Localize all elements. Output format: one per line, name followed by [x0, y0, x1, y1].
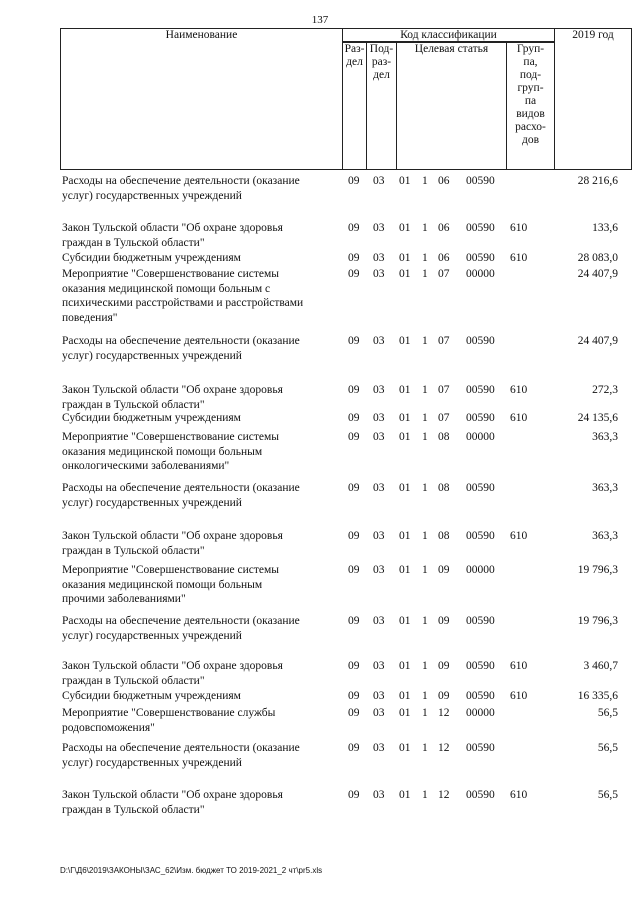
row-code-a: 01	[399, 268, 411, 280]
row-name-line: граждан в Тульской области"	[62, 544, 205, 557]
row-name-line: граждан в Тульской области"	[62, 674, 205, 687]
row-name-line: Субсидии бюджетным учреждениям	[62, 412, 241, 424]
row-code-pr: 03	[373, 530, 385, 542]
row-name-line: Закон Тульской области "Об охране здоровья	[62, 222, 283, 234]
row-code-c: 09	[438, 615, 450, 627]
row-code-c: 09	[438, 660, 450, 672]
row-code-g: 610	[510, 530, 528, 542]
row-code-r: 09	[348, 742, 360, 754]
row-name-line: услуг) государственных учреждений	[62, 756, 242, 769]
row-code-r: 09	[348, 615, 360, 627]
row-name-line: Закон Тульской области "Об охране здоровья	[62, 660, 283, 672]
row-code-c: 08	[438, 530, 450, 542]
row-code-c: 08	[438, 482, 450, 494]
row-code-d: 00000	[466, 707, 495, 719]
row-name-line: Расходы на обеспечение деятельности (оказание	[62, 742, 300, 754]
row-code-r: 09	[348, 660, 360, 672]
row-code-r: 09	[348, 412, 360, 424]
row-name-line: поведения"	[62, 311, 118, 324]
header-podrazdel-line: раз-	[371, 56, 392, 68]
row-code-d: 00590	[466, 412, 495, 424]
row-name	[62, 563, 340, 607]
row-amount: 28 216,6	[577, 175, 618, 187]
row-code-b: 1	[422, 384, 428, 396]
row-amount: 28 083,0	[577, 252, 618, 264]
row-name-line: Расходы на обеспечение деятельности (оказание	[62, 615, 300, 627]
row-code-g: 610	[510, 412, 528, 424]
row-name-line: Мероприятие "Совершенствование системы	[62, 431, 280, 443]
row-name	[62, 706, 340, 735]
row-name	[62, 481, 340, 510]
row-code-d: 00590	[466, 742, 495, 754]
row-code-g: 610	[510, 222, 528, 234]
row-amount: 363,3	[592, 482, 618, 494]
row-code-a: 01	[399, 564, 411, 576]
row-code-c: 09	[438, 690, 450, 702]
row-amount: 24 407,9	[577, 268, 618, 280]
header-group-line: груп-	[517, 82, 544, 94]
row-name	[62, 267, 340, 325]
row-code-a: 01	[399, 384, 411, 396]
row-name-line: граждан в Тульской области"	[62, 803, 205, 816]
row-code-d: 00590	[466, 530, 495, 542]
row-code-pr: 03	[373, 252, 385, 264]
row-amount: 56,5	[597, 742, 618, 754]
row-code-pr: 03	[373, 268, 385, 280]
row-code-pr: 03	[373, 564, 385, 576]
row-code-b: 1	[422, 335, 428, 347]
row-code-pr: 03	[373, 335, 385, 347]
row-code-pr: 03	[373, 431, 385, 443]
header-group-line: расхо-	[515, 121, 546, 133]
header-podrazdel	[366, 42, 396, 170]
row-amount: 24 407,9	[577, 335, 618, 347]
row-name-line: Мероприятие "Совершенствование системы	[62, 564, 280, 576]
row-code-r: 09	[348, 482, 360, 494]
header-target-text: Целевая статья	[414, 43, 489, 55]
file-path-footer: D:\Г\Д6\2019\ЗАКОНЫ\ЗАС_62\Изм. бюджет ТО 2019-2021_2 чт\pr5.xls	[60, 866, 323, 875]
row-code-d: 00000	[466, 431, 495, 443]
header-group-line: видов	[516, 108, 545, 120]
row-name-line: психическими расстройствами и расстройствами	[62, 297, 304, 309]
row-code-r: 09	[348, 268, 360, 280]
row-code-c: 07	[438, 268, 450, 280]
row-code-c: 06	[438, 252, 450, 264]
row-amount: 363,3	[592, 431, 618, 443]
header-name-text: Наименование	[165, 29, 238, 41]
row-code-a: 01	[399, 412, 411, 424]
row-code-r: 09	[348, 707, 360, 719]
row-name-line: Расходы на обеспечение деятельности (оказание	[62, 482, 300, 494]
row-code-pr: 03	[373, 742, 385, 754]
row-code-b: 1	[422, 690, 428, 702]
row-code-g: 610	[510, 252, 528, 264]
row-name-line: Расходы на обеспечение деятельности (оказание	[62, 175, 300, 187]
row-code-c: 07	[438, 335, 450, 347]
row-code-r: 09	[348, 431, 360, 443]
row-code-r: 09	[348, 335, 360, 347]
header-group-line: па,	[523, 56, 538, 68]
header-podrazdel-line: Под-	[369, 43, 394, 55]
row-amount: 3 460,7	[583, 660, 618, 672]
row-amount: 56,5	[597, 707, 618, 719]
row-code-d: 00590	[466, 252, 495, 264]
row-code-r: 09	[348, 222, 360, 234]
row-code-b: 1	[422, 222, 428, 234]
row-code-a: 01	[399, 530, 411, 542]
row-name	[62, 221, 340, 250]
header-year	[554, 28, 632, 170]
row-code-r: 09	[348, 175, 360, 187]
row-amount: 24 135,6	[577, 412, 618, 424]
header-classification: Код классификации	[342, 28, 554, 42]
row-name-line: Закон Тульской области "Об охране здоровья	[62, 530, 283, 542]
row-code-d: 00000	[466, 564, 495, 576]
row-code-c: 06	[438, 222, 450, 234]
row-code-b: 1	[422, 268, 428, 280]
row-code-a: 01	[399, 742, 411, 754]
row-name-line: Субсидии бюджетным учреждениям	[62, 690, 241, 702]
row-name-line: оказания медицинской помощи больным	[62, 578, 263, 591]
row-code-pr: 03	[373, 707, 385, 719]
row-name	[62, 741, 340, 770]
row-code-a: 01	[399, 222, 411, 234]
row-name-line: Закон Тульской области "Об охране здоровья	[62, 384, 283, 396]
row-name	[62, 689, 340, 704]
header-razdel-line: Раз-	[344, 43, 365, 55]
row-code-r: 09	[348, 564, 360, 576]
row-name-line: услуг) государственных учреждений	[62, 189, 242, 202]
row-code-b: 1	[422, 252, 428, 264]
row-name	[62, 383, 340, 412]
row-amount: 56,5	[597, 789, 618, 801]
row-name-line: услуг) государственных учреждений	[62, 629, 242, 642]
row-amount: 272,3	[592, 384, 618, 396]
row-code-a: 01	[399, 252, 411, 264]
row-code-g: 610	[510, 660, 528, 672]
row-name-line: Расходы на обеспечение деятельности (оказание	[62, 335, 300, 347]
row-amount: 19 796,3	[577, 564, 618, 576]
header-group-line: па	[524, 95, 537, 107]
table-header	[60, 28, 632, 170]
row-code-d: 00590	[466, 482, 495, 494]
row-name	[62, 529, 340, 558]
row-code-d: 00590	[466, 384, 495, 396]
row-code-g: 610	[510, 384, 528, 396]
row-name-line: граждан в Тульской области"	[62, 236, 205, 249]
page-number: 137	[311, 14, 329, 26]
row-code-pr: 03	[373, 690, 385, 702]
row-name	[62, 334, 340, 363]
row-name	[62, 174, 340, 203]
header-group-line: под-	[519, 69, 542, 81]
row-code-r: 09	[348, 789, 360, 801]
row-code-a: 01	[399, 482, 411, 494]
row-name-line: онкологическими заболеваниями"	[62, 460, 230, 472]
row-code-b: 1	[422, 615, 428, 627]
row-code-b: 1	[422, 564, 428, 576]
row-name-line: оказания медицинской помощи больным с	[62, 282, 271, 295]
row-code-c: 12	[438, 707, 450, 719]
row-code-d: 00590	[466, 175, 495, 187]
row-code-pr: 03	[373, 412, 385, 424]
row-amount: 133,6	[592, 222, 618, 234]
row-amount: 16 335,6	[577, 690, 618, 702]
row-code-a: 01	[399, 660, 411, 672]
row-code-pr: 03	[373, 175, 385, 187]
row-code-b: 1	[422, 660, 428, 672]
row-code-b: 1	[422, 431, 428, 443]
row-name	[62, 430, 340, 474]
row-code-pr: 03	[373, 615, 385, 627]
row-amount: 363,3	[592, 530, 618, 542]
row-code-b: 1	[422, 789, 428, 801]
row-name-line: прочими заболеваниями"	[62, 593, 186, 605]
header-name	[60, 28, 342, 170]
row-code-a: 01	[399, 431, 411, 443]
row-code-pr: 03	[373, 222, 385, 234]
row-code-c: 12	[438, 789, 450, 801]
header-podrazdel-line: дел	[373, 69, 390, 81]
row-code-b: 1	[422, 175, 428, 187]
row-name-line: Субсидии бюджетным учреждениям	[62, 252, 241, 264]
row-name	[62, 788, 340, 817]
row-name	[62, 614, 340, 643]
header-group-line: Груп-	[516, 43, 545, 55]
row-code-r: 09	[348, 530, 360, 542]
row-name	[62, 251, 340, 266]
row-code-c: 07	[438, 384, 450, 396]
header-group-line: дов	[521, 134, 540, 146]
row-code-d: 00590	[466, 615, 495, 627]
row-name-line: оказания медицинской помощи больным	[62, 445, 263, 458]
row-name-line: граждан в Тульской области"	[62, 398, 205, 411]
header-group	[506, 42, 554, 170]
row-name-line: услуг) государственных учреждений	[62, 349, 242, 362]
row-code-r: 09	[348, 384, 360, 396]
row-name-line: услуг) государственных учреждений	[62, 496, 242, 509]
row-code-d: 00590	[466, 690, 495, 702]
row-code-a: 01	[399, 615, 411, 627]
header-year-text: 2019 год	[572, 29, 614, 41]
row-code-b: 1	[422, 530, 428, 542]
row-code-b: 1	[422, 707, 428, 719]
row-code-c: 06	[438, 175, 450, 187]
row-name-line: Закон Тульской области "Об охране здоровья	[62, 789, 283, 801]
row-name-line: Мероприятие "Совершенствование службы	[62, 707, 276, 719]
row-code-d: 00590	[466, 660, 495, 672]
row-code-a: 01	[399, 690, 411, 702]
header-razdel-line: дел	[346, 56, 363, 68]
row-name	[62, 411, 340, 426]
row-name-line: Мероприятие "Совершенствование системы	[62, 268, 280, 280]
row-code-c: 12	[438, 742, 450, 754]
row-code-c: 07	[438, 412, 450, 424]
header-target	[396, 42, 506, 170]
row-code-c: 08	[438, 431, 450, 443]
row-code-pr: 03	[373, 482, 385, 494]
row-code-a: 01	[399, 335, 411, 347]
row-code-d: 00590	[466, 222, 495, 234]
row-code-a: 01	[399, 707, 411, 719]
header-razdel	[342, 42, 366, 170]
row-code-a: 01	[399, 175, 411, 187]
row-code-b: 1	[422, 482, 428, 494]
row-code-pr: 03	[373, 789, 385, 801]
row-code-d: 00590	[466, 335, 495, 347]
row-code-g: 610	[510, 789, 528, 801]
row-code-b: 1	[422, 742, 428, 754]
row-code-a: 01	[399, 789, 411, 801]
row-name	[62, 659, 340, 688]
row-code-b: 1	[422, 412, 428, 424]
row-name-line: родовспоможения"	[62, 721, 155, 734]
row-code-pr: 03	[373, 660, 385, 672]
row-code-r: 09	[348, 690, 360, 702]
row-code-r: 09	[348, 252, 360, 264]
row-amount: 19 796,3	[577, 615, 618, 627]
row-code-g: 610	[510, 690, 528, 702]
row-code-d: 00590	[466, 789, 495, 801]
row-code-c: 09	[438, 564, 450, 576]
row-code-pr: 03	[373, 384, 385, 396]
row-code-d: 00000	[466, 268, 495, 280]
